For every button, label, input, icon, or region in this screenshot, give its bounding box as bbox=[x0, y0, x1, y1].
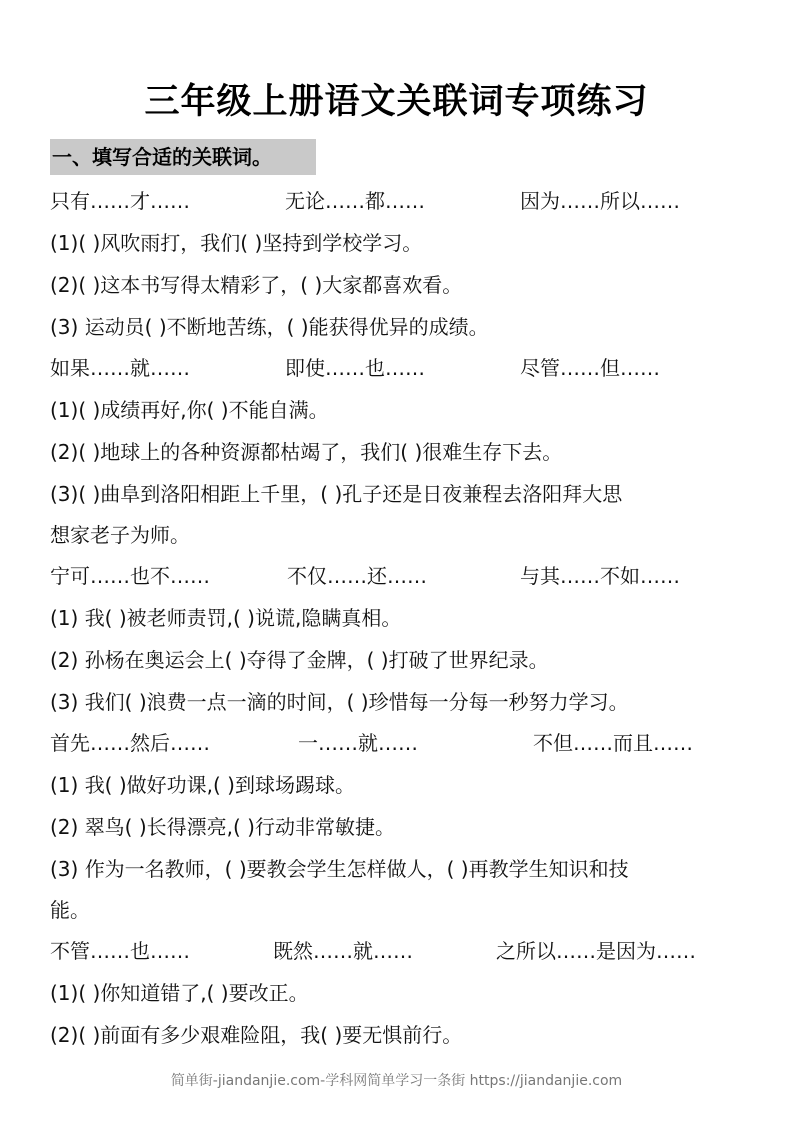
conjunction-pair: 与其……不如…… bbox=[520, 564, 680, 588]
conjunction-pair: 因为……所以…… bbox=[520, 189, 680, 213]
exercise-line: (3) 作为一名教师，( )要教会学生怎样做人，( )再教学生知识和技 bbox=[50, 857, 629, 881]
conjunction-pair: 只有……才…… bbox=[50, 189, 190, 213]
exercise-line: (2) 孙杨在奥运会上( )夺得了金牌，( )打破了世界纪录。 bbox=[50, 648, 549, 672]
exercise-line: (2)( )前面有多少艰难险阻，我( )要无惧前行。 bbox=[50, 1023, 463, 1047]
conjunction-pair: 即使……也…… bbox=[285, 356, 425, 380]
exercise-line: (3) 我们( )浪费一点一滴的时间，( )珍惜每一分每一秒努力学习。 bbox=[50, 690, 629, 714]
section-heading: 一、填写合适的关联词。 bbox=[50, 139, 316, 175]
exercise-line: (1)( )风吹雨打，我们( )坚持到学校学习。 bbox=[50, 231, 423, 255]
exercise-line: (3) 运动员( )不断地苦练，( )能获得优异的成绩。 bbox=[50, 315, 489, 339]
page-title: 三年级上册语文关联词专项练习 bbox=[144, 82, 649, 122]
conjunction-pair: 首先……然后…… bbox=[50, 731, 210, 755]
conjunction-pair: 之所以……是因为…… bbox=[496, 939, 696, 963]
conjunction-pair: 不管……也…… bbox=[50, 939, 190, 963]
exercise-line: 能。 bbox=[50, 898, 90, 922]
exercise-line: (2)( )这本书写得太精彩了，( )大家都喜欢看。 bbox=[50, 273, 463, 297]
exercise-line: (1) 我( )被老师责罚,( )说谎,隐瞒真相。 bbox=[50, 606, 402, 630]
conjunction-pair: 一……就…… bbox=[298, 731, 418, 755]
exercise-line: (1)( )你知道错了,( )要改正。 bbox=[50, 981, 309, 1005]
page-footer: 简单街-jiandanjie.com-学科网简单学习一条街 https://jiandanjie.com bbox=[170, 1073, 623, 1089]
conjunction-pair: 宁可……也不…… bbox=[50, 564, 210, 588]
conjunction-pair: 不仅……还…… bbox=[287, 564, 427, 588]
exercise-line: 想家老子为师。 bbox=[50, 523, 190, 547]
exercise-line: (3)( )曲阜到洛阳相距上千里，( )孔子还是日夜兼程去洛阳拜大思 bbox=[50, 482, 623, 506]
conjunction-pair: 无论……都…… bbox=[285, 189, 425, 213]
exercise-line: (1) 我( )做好功课,( )到球场踢球。 bbox=[50, 773, 355, 797]
conjunction-pair: 尽管……但…… bbox=[520, 356, 660, 380]
conjunction-pair: 如果……就…… bbox=[50, 356, 190, 380]
exercise-line: (2)( )地球上的各种资源都枯竭了，我们( )很难生存下去。 bbox=[50, 440, 563, 464]
conjunction-pair: 既然……就…… bbox=[273, 939, 413, 963]
exercise-line: (2) 翠鸟( )长得漂亮,( )行动非常敏捷。 bbox=[50, 815, 395, 839]
conjunction-pair: 不但……而且…… bbox=[533, 731, 693, 755]
exercise-line: (1)( )成绩再好,你( )不能自满。 bbox=[50, 398, 329, 422]
